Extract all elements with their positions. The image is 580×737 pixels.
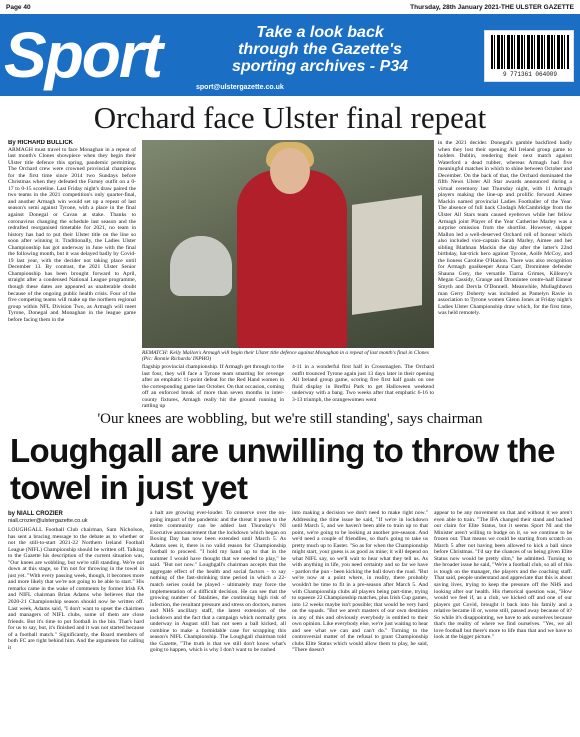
flag-shape: [352, 195, 422, 315]
story2-column-1: [8, 510, 144, 734]
story1-text-2b: 4-11 in a wonderful first half in Crossmaglen. The Orchard outfit trounced Tyrone again just 13 days later in their opening All Ireland group game, scoring five first half goals on one fluid display in Breffni Park to get Halloween weekend underway with a bang. Two weeks after that emphatic 6-16 to 3-13 triumph, the orangewomen went: [292, 364, 434, 403]
story2-byline: by NIALL CROZIER: [8, 511, 63, 517]
story1-column-2b: [292, 364, 434, 408]
page-number: Page 40: [6, 3, 31, 11]
player-shape: [237, 170, 347, 348]
story1-text-4: in the 2021 decider. Donegal's gamble backfired badly when they lost their opening All Ireland group game to holders Dublin, rendering their next match against Waterford a dead rubber, whereas Armagh had five meaningful matches in which to shine between October and December. On the back of that, the Orchard dominated the fifth News Ulster All Star awards announced during a virtual ceremony last Thursday night, with 11 Armagh players making the line-up and prolific forward Aimee Mackin named provincial Ladies Footballer of the Year. The absence of full back Clodagh McCambridge from the Ulster All Stars team caused eyebrows while her fellow Armagh joint Player of the Year Catherine Marley was a surprise omission from the shortlist. However, skipper Mallon led a well-deserved Orchard roll of honour which also included vice-captain Sarah Marley, Aimee and her sibling Blathnan Mackin the day after the latter's 22nd birthday, hat-trick hero against Tyrone, Aoife McCoy, and the lioness Caroline O'Hanlon. There was also recognition for Armagh goalkeeper Anna Carr, Dromintee defender Shauna Grey, the versatile Tiarna Grimes, Killeavy's Megan Cassidy, Grange and Dromintee centre-half Eimear Smyth and Dervla O'Donnell. Meanwhile, Mullaghbawn man Gerry Doherty was included as Pamelyn Ravie in association to Tyrone women Glenn Jones at Friday night's Ladies Ulster Championship draw which, for the first time, was held remotely.: [438, 140, 572, 317]
page-topline: [0, 0, 580, 14]
player-head-shape: [270, 148, 310, 194]
story2-column-4: [434, 510, 572, 734]
story1-column-1: [8, 140, 136, 408]
story2-byline-email[interactable]: niall.crozier@ulstergazette.co.uk: [8, 518, 88, 524]
story1-headline: Orchard face Ulster final repeat: [93, 100, 487, 135]
story2-text-3: into making a decision we don't need to make right now." Addressing the time issue he said, "If we're in lockdown until March 5, and we haven't been able to train up to that point, we're going to be looking at another pre-season. And we'd need a couple of friendlies, so that's going to take us pretty much up to Easter. "So as for when the Championship might start, your guess is as good as mine; it will depend on what NIFL say, so we'll wait to hear what they tell us. As with anything in life, you need certainty and so far we have - pardon the pun - been kicking the ball down the road. "But we're now at a point where, in reality, there probably wouldn't be time to fit in a pre-season after March 5. And with Championship clubs all players being part-time, trying to squeeze 22 Championship matches, plus Irish Cup games, into 12 weeks maybe isn't possible; that would be very hard on the squads. "But we aren't masters of our own destinies in any of this and obviously everybody is entitled to their own opinion. Like everybody else, we're just waiting to hear and see what we can and can't do." Turning to the controversial matter of the refusal to grant Championship clubs Elite Status which would allow them to play, he said, "There doesn't: [292, 510, 428, 654]
story1-photo: [142, 140, 434, 348]
story1-text-2a: flagship provincial championship. If Armagh get through to the last four, they will face a Tyrone team smarting for revenge after an emphatic 11-point defeat for the Red Hand women in the corresponding game last October. On that occasion, coming off an enforced break of more than seven months in inter-county fixtures, Armagh really hit the ground running in rattling up: [142, 364, 284, 408]
sport-logo: Sport: [4, 19, 162, 91]
story2-text-1: LOUGHGALL Football Club chairman, Sam Nicholson, has sent a bracing message to the debate as to whether or not the still-to-start 2021-22 Northern Ireland Football League (NIFL) Championship should be written off. Talking to the Gazette his description of the current situation was, "Our knees are wobbling, but we're still standing. We're not down at this stage, so I'm not for throwing in the towel in just yet. "With every passing week, though, it becomes more and more likely that we're not going to be able to start." His remarks came in the wake of comments by former Irish FA and NIFL chairman Brian Adams who believes that the 2020-21 Championship season should now be written off. Last week, Adams said, "I don't want to upset the chairmen and managers of NIFL clubs, some of them are close friends. But it's time to put football in the bin. That's hard for us to say, but, it's finished and it was not started because of a football match." Significantly, the Board members of both FC are right behind him. And the arguments for calling it: [8, 527, 144, 651]
barcode: [484, 30, 574, 82]
story2-text-4: appear to be any movement on that and without it we aren't even able to train. "The IFA changed their stand and backed our claim for Elite Status, but it seems Sport NI and the Minister aren't willing to budge on it, so we continue to be frozen out. That means we could be starting from scratch on March 5 after not having been allowed to kick a ball since before Christmas. "I'd say the chances of us being given Elite Status now would be pretty slim," he admitted. Turning to the broader issue he said, "We're a football club, so all of this is tough on the manager, the players and the coaching staff. That said, people understand and appreciate that this is about saving lives, trying to keep the pressure off the NHS and looking after our health. His rhetorical question was, "How would we feel if, as a club, we kicked off and one of our players got Covid, brought it back into his family and a relative became ill or, worse still, passed away because of it? So while it's disappointing, we have to ask ourselves because that's the reality of where we find ourselves. "Yes, we all love football but there's more to life than that and we have to look at the bigger picture.": [434, 510, 572, 641]
date-line: Thursday, 28th January 2021-THE ULSTER GAZETTE: [410, 3, 574, 11]
story1-text-1: ARMAGH must travel to face Monaghan in a repeat of last month's Clones showpiece when they begin their Ulster title defence this spring, pandemic permitting. The Orchard crew were crowned provincial champions for the first time since 2014 two Sundays before Christmas when they defeated the Farney outfit on a 0-17 to 0-15 scoreline. Last Friday night's draw paired the two teams in the 2021 competition's only quarter-final, and another Armagh win would set up a repeat of last season's semi against Tyrone, with a place in the final against Donegal or Cavan at stake. Thanks to coronavirus changing the schedule last season and the redrafted reorganised timetable for 2021, no team in history has had to put their Ulster title on the line so soon after winning it. Traditionally, the Ladies Ulster Championship has got underway in June with the final the following month, but it was delayed badly by Covid-19 last year, with the decider not taking place until December 13. By contrast, the 2021 Ulster Senior Championship has been brought forward to April, straight after a condensed National League programme, though these dates are appeared as unalterable doubt because of the ongoing public health crisis. Four of the five competing teams will make up the northern regional group within NFL Division Two, as Armagh will meet Tyrone, Donegal and Monaghan in the league game before facing them in the: [8, 146, 136, 323]
story1-byline: By RICHARD BULLICK: [8, 140, 73, 146]
story2-headline: Loughgall are unwilling to throw the towel in just yet: [10, 432, 555, 506]
promo-line-3: sporting archives - P34: [231, 58, 409, 75]
story2-text-2: a halt are growing ever-louder. To conserve over the on-going impact of the pandemic and the threat it poses to the entire community can be added last Thursday's NI Executive announcement that the lockdown which began on Boxing Day has now been extended until March 5. As Adams sees it, there is no valid reason for Championship football to proceed. "I hold my hand up to that in the summer I would have thought that we needed to play," he said. "But not now." Loughgall's chairman accepts that the aggregate effect of the health and social factors - to say nothing of the fast-shrinking time period in which a 22-match series could be played - ultimately may force the implementation of a difficult decision. He can see that the growing number of fatalities, the continuing high risk of infection, the resultant pressure and stress on doctors, nurses and NHS ancillary staff, the latest extension of the lockdown and the fact that a campaign which normally gets underway in August still has not seen a ball kicked, all combine to make a formidable case for scrapping this season's NIFL Championship. The Loughgall chairman told the Gazette, "The truth is that we still don't know what's going to happen, which is why I don't want to be rushed: [150, 510, 286, 654]
story2-subheadline: 'Our knees are wobbling, but we're still standing', says chairman: [97, 411, 483, 427]
story2-column-2: [150, 510, 286, 734]
story1-column-2a: [142, 364, 284, 408]
promo-line-2: through the Gazette's: [238, 41, 402, 58]
archive-promo[interactable]: [200, 24, 440, 75]
photo-caption: REMATCH: Kelly Mallon's Armagh will begin their Ulster title defence against Monaghan in a repeat of last month's final in Clones (Pic: Ronnie Richards/ INPHO): [142, 350, 429, 363]
sport-masthead: [0, 14, 580, 96]
story1-column-4: [438, 140, 572, 408]
sport-email-link[interactable]: sport@ulstergazette.co.uk: [196, 84, 284, 91]
barcode-bars-icon: [491, 35, 569, 69]
trophy-icon: [170, 236, 232, 296]
promo-line-1: Take a look back: [256, 24, 384, 41]
story2-column-3: [292, 510, 428, 734]
barcode-number: 9 771361 064009: [502, 71, 557, 78]
